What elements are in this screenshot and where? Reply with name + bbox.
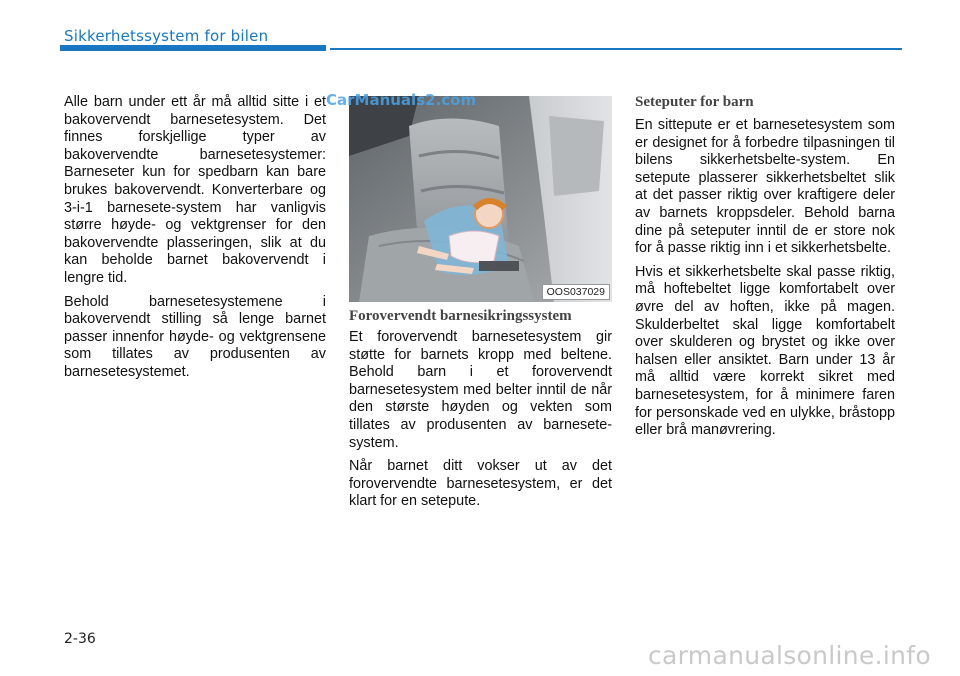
- body-paragraph: Behold barnesetesystemene i bakovervendt stilling så lenge barnet passer innenfor høyde- og vektgrensene som tillates av produsenten av barnesetesystemet.: [64, 293, 326, 380]
- section-title: Sikkerhetssystem for bilen: [64, 27, 269, 45]
- body-paragraph: Hvis et sikkerhetsbelte skal passe riktig, må hoftebeltet ligge komfortabelt over øvre del av hoften, ikke på magen. Skulderbeltet skal ligge komfortabelt over skulderen og brystet og ikke over halsen eller ansiktet. Barn under 13 år må alltid være korrekt sikret med barnesetesystem, for å minimere faren for personskade ved en ulykke, bråstopp eller brå manøvrering.: [635, 263, 895, 439]
- body-paragraph: En sittepute er et barnesetesystem som er designet for å forbedre tilpasningen til bilens sikkerhetsbelte-system. En setepute plasserer sikkerhetsbeltet slik at det passer riktig over kraftigere deler av barnets kroppsdeler. Behold barna dine på seteputer inntil de er store nok for å passe riktig inn i et sikkerhetsbelte.: [635, 117, 895, 257]
- body-paragraph: Når barnet ditt vokser ut av det forovervendte barnesetesystem, er det klart for en setepute.: [349, 458, 612, 510]
- right-column: [635, 93, 895, 446]
- body-paragraph: Et forovervendt barnesetesystem gir støtte for barnets kropp med beltene. Behold barn i et forovervendt barnesetesystem med belter inntil de når den største høyden og vekten som tillates av produsenten av barnesete-system.: [349, 329, 612, 451]
- child-seat-illustration: [349, 96, 612, 302]
- left-column: [64, 94, 326, 388]
- watermark-footer[interactable]: carmanualsonline.info: [648, 641, 931, 670]
- page-number: 2-36: [64, 631, 96, 647]
- figure-caption: OOS037029: [542, 284, 610, 300]
- car-interior-image: [349, 96, 612, 302]
- section-heading: Seteputer for barn: [635, 94, 754, 110]
- middle-column: [349, 308, 612, 517]
- header-rule-accent: [60, 45, 326, 51]
- watermark-logo[interactable]: CarManuals2.com: [326, 91, 477, 109]
- header-rule: [330, 48, 902, 50]
- body-paragraph: Alle barn under ett år må alltid sitte i et bakovervendt barnesetesystem. Det finnes forskjellige typer av bakovervendte barnesetesystemer: Barneseter kun for spedbarn kan bare brukes bakovervendt. Konverterbare og 3-i-1 barnesete-system har vanligvis større høyde- og vektgrenser for den bakovervendte plasseringen, slik at du kan beholde barnet bakovervendt i lengre tid.: [64, 94, 326, 286]
- section-heading: Forovervendt barnesikringssystem: [349, 308, 572, 324]
